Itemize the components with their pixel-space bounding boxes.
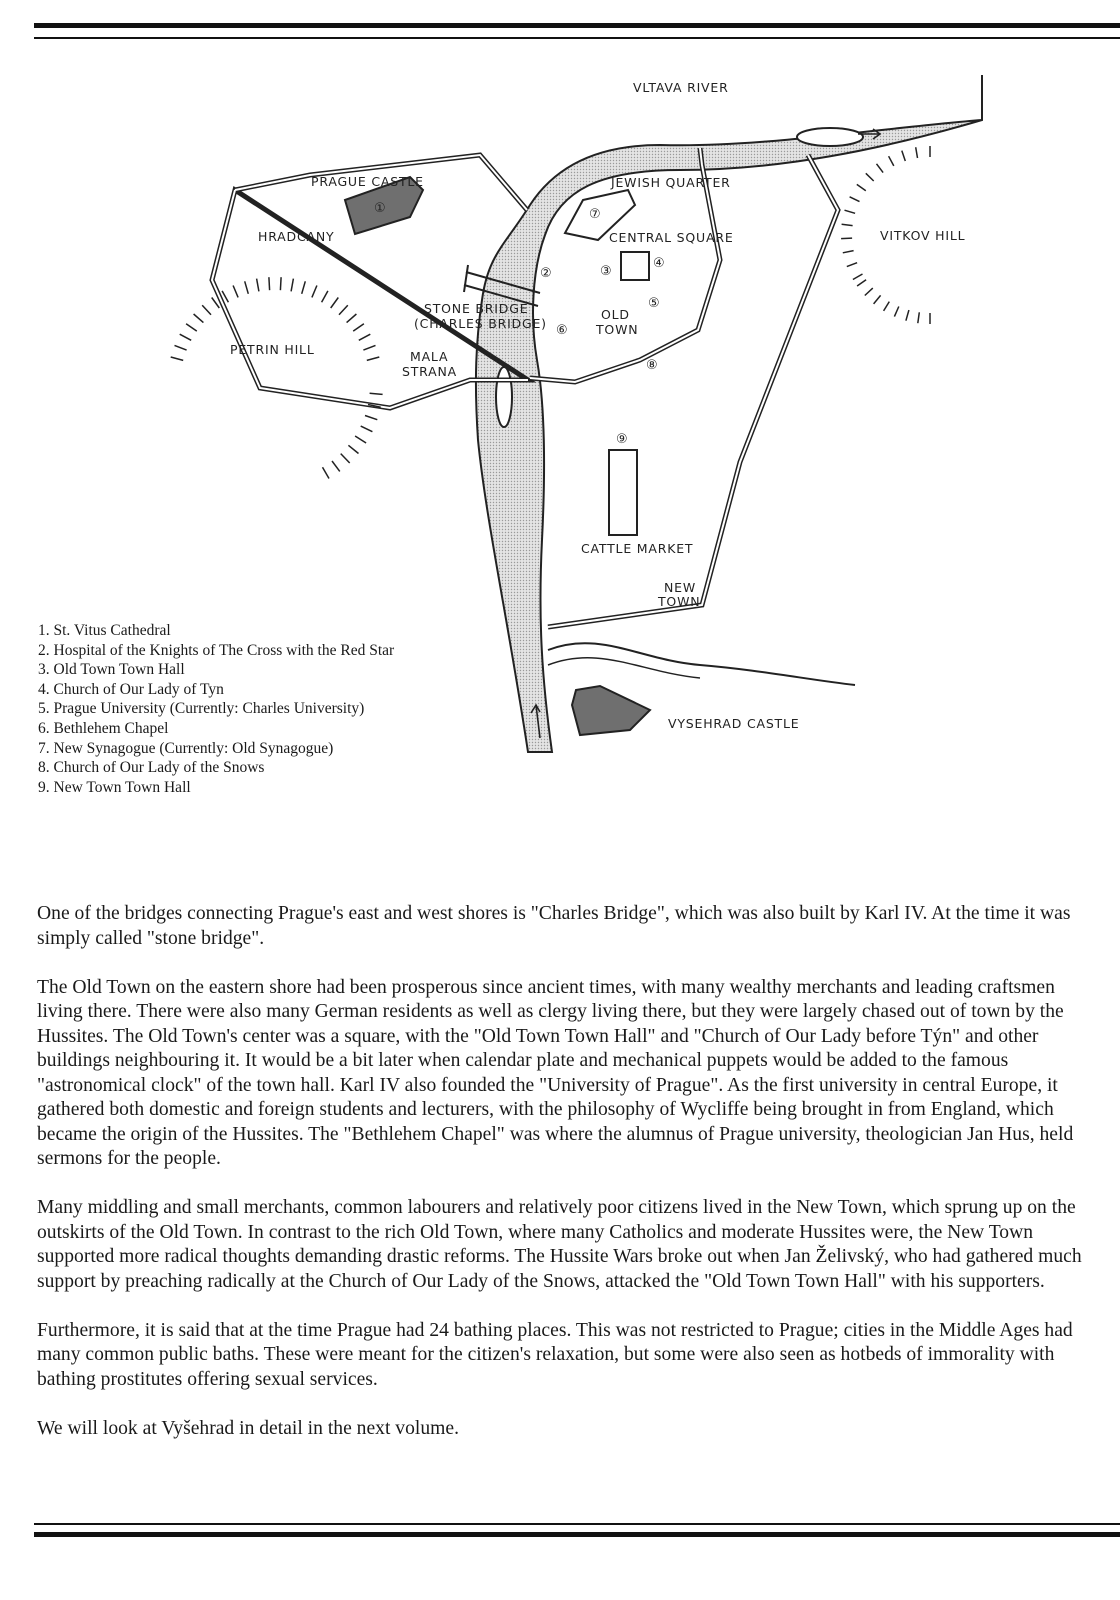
paragraph: Many middling and small merchants, common labourers and relatively poor citizens lived in the New Town, which sprung up on the outskirts of the Old Town. In contrast to the rich Old Town, where many Catholics and moderate Hussites were, the New Town supported more radical thoughts demanding drastic reforms. The Hussite Wars broke out when Jan Želivský, who had gathered much support by preaching radically at the Church of Our Lady of the Snows, attacked the "Old Town Town Hall" with his supporters. [37,1197,1082,1292]
paragraph: The Old Town on the eastern shore had been prosperous since ancient times, with many wealthy merchants and leading craftsmen living there. There were also many German residents as well as clergy living there, but they were largely chased out of town by the Hussites. The Old Town's center was a square, with the "Old Town Town Hall" and "Church of Our Lady before Týn" and other buildings neighbouring it. It would be a bit later when calendar plate and mechanical puppets would be added to the famous "astronomical clock" of the town hall. Karl IV also founded the "University of Prague". As the first university in central Europe, it gathered both domestic and foreign students and lecturers, with the philosophy of Wycliffe being brought in from England, which became the origin of the Hussites. The "Bethlehem Chapel" was where the alumnus of Prague university, theologician Jan Hus, held sermons for the people. [37,976,1074,1169]
legend-item: 7. New Synagogue (Currently: Old Synagogue) [38,739,334,757]
river-island-kampa [496,367,512,427]
top-border-thick [34,23,1120,28]
central-square-block [621,252,649,280]
marker-2: ② [540,266,552,281]
label-central-square: CENTRAL SQUARE [609,230,734,245]
label-vltava-river: VLTAVA RIVER [633,80,729,95]
label-jewish-quarter: JEWISH QUARTER [611,175,731,190]
map-legend [38,621,394,797]
marker-3: ③ [600,264,612,279]
paragraph: Furthermore, it is said that at the time Prague had 24 bathing places. This was not restricted to Prague; cities in the Middle Ages had many common public baths. These were meant for the citizen's relaxation, but some were also seen as hotbeds of immorality with bathing prostitutes offering sexual services. [37,1319,1073,1390]
marker-6: ⑥ [556,323,568,338]
label-vitkov-hill: VITKOV HILL [880,228,966,243]
vysehrad-creek [548,643,855,685]
label-old-town-2: TOWN [596,322,639,337]
marker-1: ① [374,201,386,216]
label-cattle-market: CATTLE MARKET [581,541,694,556]
marker-7: ⑦ [589,207,601,222]
label-prague-castle: PRAGUE CASTLE [311,174,424,189]
marker-9: ⑨ [616,432,628,447]
river-island-north [797,128,863,146]
marker-4: ④ [653,256,665,271]
marker-5: ⑤ [648,296,660,311]
cattle-market-block [609,450,637,535]
label-hradcany: HRADCANY [258,229,335,244]
marker-8: ⑧ [646,358,658,373]
legend-item: 9. New Town Town Hall [38,778,191,796]
label-mala-strana-1: MALA [410,349,449,364]
label-charles-bridge: (CHARLES BRIDGE) [414,316,547,331]
label-stone-bridge: STONE BRIDGE [424,301,529,316]
bottom-border-thick [34,1532,1120,1537]
top-border-thin [34,37,1120,39]
label-mala-strana-2: STRANA [402,364,458,379]
legend-item: 5. Prague University (Currently: Charles University) [38,700,365,718]
bottom-border-thin [34,1523,1120,1525]
paragraph: We will look at Vyšehrad in detail in the next volume. [37,1417,459,1439]
legend-item: 1. St. Vitus Cathedral [38,622,171,639]
paragraph: One of the bridges connecting Prague's east and west shores is "Charles Bridge", which was also built by Karl IV. At the time it was simply called "stone bridge". [37,903,1071,949]
label-vysehrad-castle: VYSEHRAD CASTLE [668,716,800,731]
legend-item: 3. Old Town Town Hall [38,661,185,679]
label-petrin-hill: PETRIN HILL [230,342,315,357]
label-old-town-1: OLD [601,307,630,322]
label-new-town-1: NEW [664,580,697,595]
legend-item: 2. Hospital of the Knights of The Cross with the Red Star [38,641,395,659]
legend-item: 8. Church of Our Lady of the Snows [38,759,265,777]
body-text [37,902,1097,1466]
vysehrad-castle-building [572,686,650,735]
label-new-town-2: TOWN [658,594,701,609]
petrin-hill-hachures [171,277,383,478]
legend-item: 6. Bethlehem Chapel [38,719,169,737]
legend-item: 4. Church of Our Lady of Tyn [38,680,224,698]
